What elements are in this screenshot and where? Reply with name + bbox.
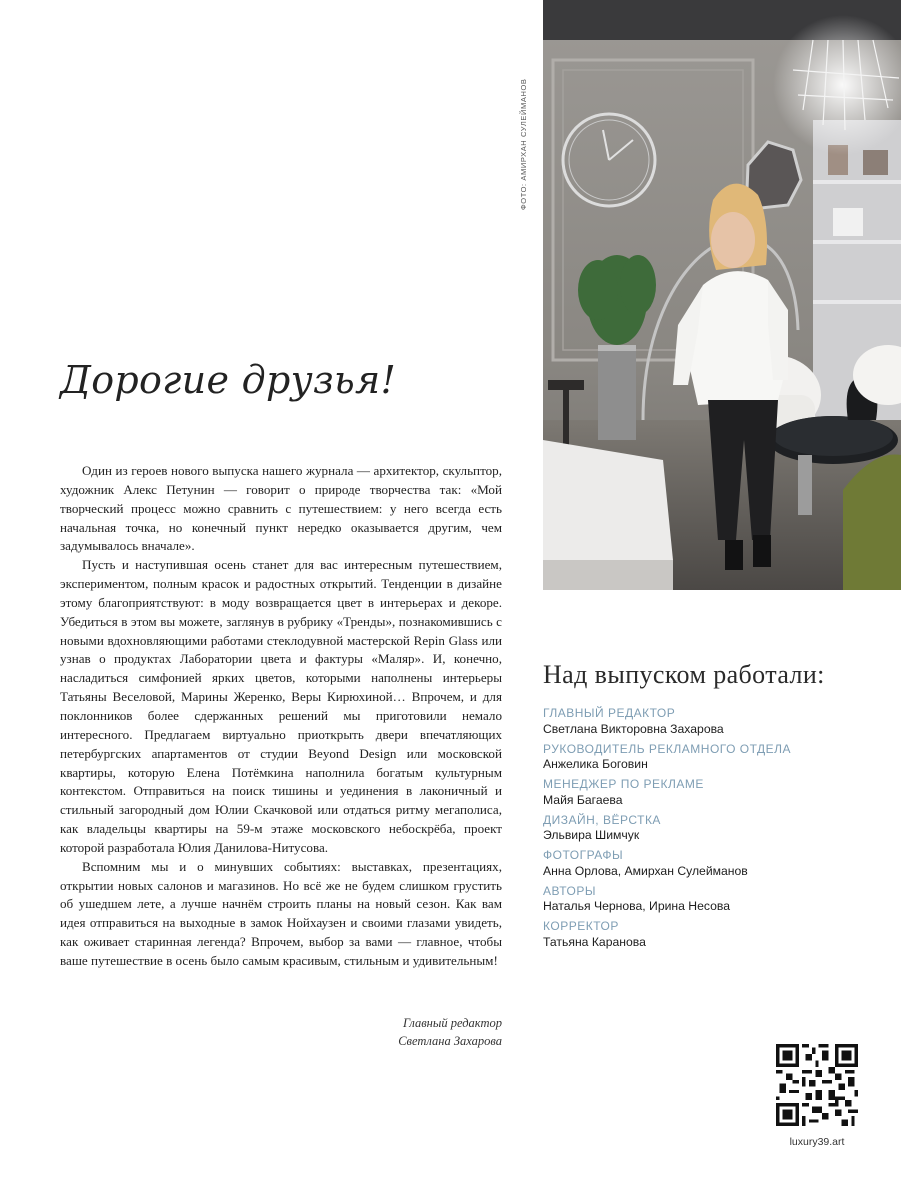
page-title: Дорогие друзья!: [60, 358, 397, 402]
editor-photo: [543, 0, 901, 590]
credit-names: Анна Орлова, Амирхан Сулейманов: [543, 863, 748, 878]
credit-item: [543, 884, 873, 915]
credit-role: АВТОРЫ: [543, 883, 596, 898]
website-link[interactable]: luxury39.art: [789, 1136, 845, 1148]
credit-names: Светлана Викторовна Захарова: [543, 721, 724, 736]
credits-list: [543, 706, 873, 955]
credit-item: [543, 813, 873, 844]
credit-role: МЕНЕДЖЕР ПО РЕКЛАМЕ: [543, 777, 704, 791]
credit-role: КОРРЕКТОР: [543, 919, 619, 933]
signature: [300, 1014, 502, 1050]
credits-title: Над выпуском работали:: [543, 660, 825, 689]
credit-item: [543, 848, 873, 879]
credit-names: Майя Багаева: [543, 792, 623, 807]
credit-item: [543, 742, 873, 773]
credit-names: Татьяна Каранова: [543, 934, 646, 949]
credit-names: Анжелика Боговин: [543, 757, 648, 771]
paragraph: Пусть и наступившая осень станет для вас интересным путешествием, экспериментом, полным красок и радостных открытий. Тенденции в дизайне этому благоприятствуют: в моду возвращается цвет в интерьерах и декоре. Убедиться в этом вы можете, заглянув в рубрику «Тренды», познакомившись с новыми вдохновляющими работами стеклодувной мастерской Repin Glass или узнав о продуктах Лаборатории цвета и фактуры «Маляр». И, конечно, насладиться симфонией ярких цветов, которыми наполнены интерьеры Татьяны Веселовой, Марины Жеренко, Веры Кирюхиной… Впрочем, и для поклонников более сдержанных решений мы приготовили немало интересного. Предлагаем виртуально приоткрыть двери впечатляющих петербургских апартаментов от студии Beyond Design или московской квартиры, которую Елена Потёмкина наполнила богатым культурным контекстом. Отправиться на поиск тишины и уединения в лаконичный и стильный загородный дом Юлии Скачковой или отдаться ритму мегаполиса, как владельцы квартиры на 59-м этаже московского небоскрёба, проект которой разработала Юлия Данилова-Нитусова.: [60, 557, 502, 855]
editorial-text: [60, 462, 502, 971]
credit-names: Наталья Чернова, Ирина Несова: [543, 899, 731, 913]
credit-role: РУКОВОДИТЕЛЬ РЕКЛАМНОГО ОТДЕЛА: [543, 741, 792, 756]
credit-item: [543, 706, 873, 737]
credit-role: ГЛАВНЫЙ РЕДАКТОР: [543, 706, 676, 720]
signature-role: Главный редактор: [402, 1016, 502, 1030]
credit-item: [543, 777, 873, 808]
paragraph: Вспомним мы и о минувших событиях: выставках, презентациях, открытии новых салонов и магазинов. Но всё же не будем слишком грустить об ушедшем лете, а лучше начнём строить планы на новый сезон. Как вам идея отправиться на выходные в замок Нойхаузен и своими глазами увидеть, как оживает старинная легенда? Впрочем, выбор за вами — главное, чтобы ваше путешествие в осень было самым красивым, стильным и удивительным!: [60, 858, 502, 968]
credit-role: ДИЗАЙН, ВЁРСТКА: [543, 812, 661, 827]
qr-code-icon[interactable]: [776, 1044, 858, 1126]
credit-item: [543, 919, 873, 950]
signature-name: Светлана Захарова: [398, 1034, 502, 1048]
photo-credit: ФОТО: АМИРХАН СУЛЕЙМАНОВ: [519, 78, 528, 210]
credit-role: ФОТОГРАФЫ: [543, 848, 624, 862]
paragraph: Один из героев нового выпуска нашего журнала — архитектор, скульптор, художник Алекс Петунин — говорит о природе творчества так: «Мой творческий процесс можно сравнить с путешествием: у него всегда есть начальная точка, но конечный пункт нередко оказывается другим, чем задумывалось вначале».: [60, 463, 502, 554]
credit-names: Эльвира Шимчук: [543, 828, 640, 842]
